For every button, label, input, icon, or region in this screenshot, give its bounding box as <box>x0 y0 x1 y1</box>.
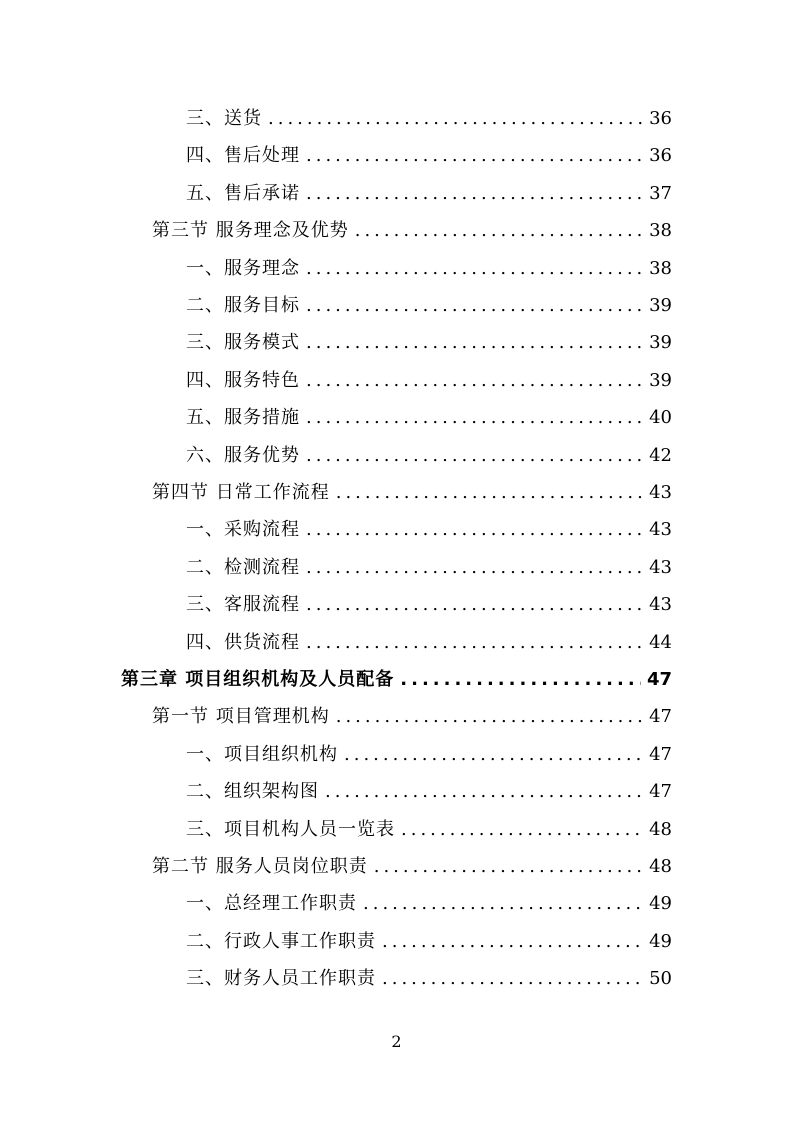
toc-entry-title: 六、服务优势 <box>186 444 300 466</box>
toc-entry[interactable] <box>152 212 672 249</box>
toc-entry[interactable] <box>186 287 672 324</box>
toc-dot-leader <box>355 212 643 249</box>
toc-entry-title: 第二节 服务人员岗位职责 <box>152 856 368 877</box>
toc-dot-leader <box>374 848 643 885</box>
toc-entry[interactable] <box>186 586 672 623</box>
toc-dot-leader <box>268 100 643 137</box>
toc-entry-title: 三、服务模式 <box>186 332 300 354</box>
toc-dot-leader <box>306 137 643 174</box>
toc-entry-page-number: 36 <box>649 108 672 129</box>
toc-entry-title: 二、服务目标 <box>186 295 300 316</box>
toc-entry-title: 三、项目机构人员一览表 <box>186 818 395 840</box>
toc-entry[interactable] <box>186 624 672 661</box>
toc-entry[interactable] <box>186 250 672 287</box>
toc-entry-page-number: 40 <box>649 407 672 429</box>
toc-entry-title: 一、项目组织机构 <box>186 743 338 765</box>
toc-entry-title: 一、服务理念 <box>186 257 300 279</box>
toc-entry[interactable] <box>186 324 672 361</box>
toc-entry-page-number: 47 <box>649 743 672 765</box>
toc-entry-page-number: 39 <box>649 295 672 316</box>
toc-dot-leader <box>401 811 643 848</box>
toc-entry-page-number: 36 <box>649 145 672 167</box>
toc-entry[interactable] <box>152 848 672 885</box>
toc-entry-page-number: 49 <box>649 893 672 915</box>
toc-entry-title: 第三章 项目组织机构及人员配备 <box>121 669 395 690</box>
toc-dot-leader <box>306 437 643 474</box>
toc-entry-title: 一、采购流程 <box>186 519 300 541</box>
toc-entry[interactable] <box>186 549 672 586</box>
toc-entry-title: 一、总经理工作职责 <box>186 893 357 915</box>
toc-entry-page-number: 38 <box>649 257 672 279</box>
toc-dot-leader <box>306 586 643 623</box>
toc-entry-title: 二、组织架构图 <box>186 781 319 803</box>
page-number: 2 <box>391 1032 402 1051</box>
toc-entry[interactable] <box>152 698 672 735</box>
toc-entry-page-number: 43 <box>649 482 672 503</box>
toc-dot-leader <box>336 698 643 735</box>
toc-entry-page-number: 43 <box>649 556 672 578</box>
toc-entry-title: 四、供货流程 <box>186 631 300 653</box>
toc-entry-title: 三、送货 <box>186 108 262 129</box>
toc-dot-leader <box>306 399 643 436</box>
toc-entry-title: 四、售后处理 <box>186 145 300 167</box>
toc-entry-title: 第一节 项目管理机构 <box>152 706 330 728</box>
toc-entry[interactable] <box>186 511 672 548</box>
toc-dot-leader <box>306 511 643 548</box>
toc-entry-title: 三、客服流程 <box>186 594 300 616</box>
toc-entry[interactable] <box>186 923 672 960</box>
toc-entry-page-number: 43 <box>649 519 672 541</box>
toc-dot-leader <box>382 960 643 997</box>
toc-dot-leader <box>306 549 643 586</box>
toc-entry[interactable] <box>186 100 672 137</box>
toc-entry-page-number: 50 <box>649 968 672 990</box>
toc-entry-page-number: 47 <box>646 669 672 690</box>
toc-entry-page-number: 43 <box>649 594 672 616</box>
toc-entry-page-number: 44 <box>649 631 672 653</box>
toc-entry[interactable] <box>152 474 672 511</box>
toc-entry-title: 四、服务特色 <box>186 369 300 391</box>
toc-entry-page-number: 49 <box>649 930 672 952</box>
toc-dot-leader <box>306 175 643 212</box>
toc-dot-leader <box>336 474 643 511</box>
toc-entry[interactable] <box>121 661 672 698</box>
toc-entry[interactable] <box>186 437 672 474</box>
toc-entry-title: 二、检测流程 <box>186 556 300 578</box>
toc-dot-leader <box>344 736 643 773</box>
toc-entry[interactable] <box>186 811 672 848</box>
toc-dot-leader <box>325 773 643 810</box>
toc-entry-page-number: 48 <box>649 856 672 877</box>
toc-entry[interactable] <box>186 773 672 810</box>
toc-dot-leader <box>306 287 643 324</box>
toc-entry-page-number: 47 <box>649 781 672 803</box>
toc-entry-title: 第三节 服务理念及优势 <box>152 220 349 242</box>
toc-entry-page-number: 37 <box>649 182 672 204</box>
toc-dot-leader <box>306 362 643 399</box>
toc-entry[interactable] <box>186 137 672 174</box>
toc-dot-leader <box>306 250 643 287</box>
toc-entry-title: 五、售后承诺 <box>186 182 300 204</box>
toc-entry-title: 五、服务措施 <box>186 407 300 429</box>
toc-entry[interactable] <box>186 175 672 212</box>
toc-entry-page-number: 47 <box>649 706 672 728</box>
toc-entry[interactable] <box>186 362 672 399</box>
toc-entry-page-number: 39 <box>649 332 672 354</box>
toc-entry-title: 第四节 日常工作流程 <box>152 482 330 503</box>
toc-dot-leader <box>382 923 643 960</box>
toc-entry-page-number: 48 <box>649 818 672 840</box>
toc-entry[interactable] <box>186 885 672 922</box>
toc-entry[interactable] <box>186 736 672 773</box>
toc-entry[interactable] <box>186 960 672 997</box>
toc-entry-page-number: 39 <box>649 369 672 391</box>
toc-dot-leader <box>306 324 643 361</box>
toc-entry-title: 二、行政人事工作职责 <box>186 930 376 952</box>
toc-dot-leader <box>306 624 643 661</box>
toc-dot-leader <box>363 885 643 922</box>
toc-dot-leader <box>400 661 641 698</box>
toc-entry-page-number: 38 <box>649 220 672 242</box>
toc-entry-page-number: 42 <box>649 444 672 466</box>
toc-entry[interactable] <box>186 399 672 436</box>
toc-entry-title: 三、财务人员工作职责 <box>186 968 376 990</box>
